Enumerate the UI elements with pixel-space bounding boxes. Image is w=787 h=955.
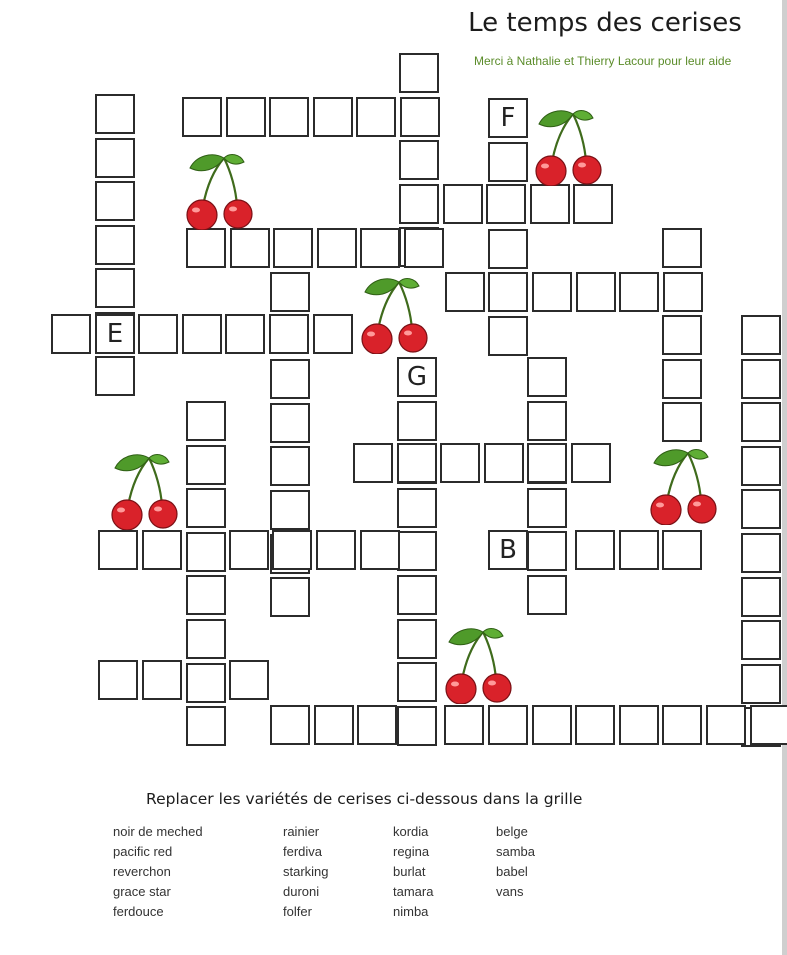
word-column-2 <box>283 822 329 922</box>
grid-cell[interactable] <box>488 142 528 182</box>
grid-cell[interactable] <box>360 530 400 570</box>
grid-cell[interactable] <box>182 97 222 137</box>
grid-cell[interactable] <box>270 403 310 443</box>
grid-cell[interactable] <box>272 530 312 570</box>
word-item: regina <box>393 844 430 859</box>
grid-cell[interactable] <box>270 359 310 399</box>
grid-cell[interactable] <box>741 664 781 704</box>
grid-cell-letter-f[interactable]: F <box>488 98 528 138</box>
grid-cell[interactable] <box>443 184 483 224</box>
grid-cell[interactable] <box>270 272 310 312</box>
grid-cell[interactable] <box>399 140 439 180</box>
grid-cell[interactable] <box>527 488 567 528</box>
grid-cell[interactable] <box>619 705 659 745</box>
grid-cell[interactable] <box>488 705 528 745</box>
word-item: burlat <box>393 864 426 879</box>
grid-cell[interactable] <box>186 401 226 441</box>
grid-cell[interactable] <box>571 443 611 483</box>
grid-cell[interactable] <box>269 314 309 354</box>
grid-cell[interactable] <box>741 533 781 573</box>
grid-cell[interactable] <box>399 184 439 224</box>
grid-cell[interactable] <box>186 663 226 703</box>
credit-line: Merci à Nathalie et Thierry Lacour pour leur aide <box>474 54 732 68</box>
grid-cell[interactable] <box>95 268 135 308</box>
word-item: ferdouce <box>113 904 164 919</box>
grid-cell[interactable] <box>95 356 135 396</box>
grid-cell[interactable] <box>399 53 439 93</box>
grid-cell[interactable] <box>186 488 226 528</box>
grid-cell[interactable] <box>51 314 91 354</box>
grid-cell[interactable] <box>741 315 781 355</box>
grid-cell[interactable] <box>313 314 353 354</box>
word-column-1 <box>113 822 203 922</box>
word-item: vans <box>496 884 524 899</box>
grid-cell[interactable] <box>484 443 524 483</box>
grid-cell[interactable] <box>270 577 310 617</box>
word-item: grace star <box>113 884 171 899</box>
grid-cell[interactable] <box>186 228 226 268</box>
grid-cell[interactable] <box>662 228 702 268</box>
grid-cell-letter-g[interactable]: G <box>397 357 437 397</box>
grid-cell[interactable] <box>527 531 567 571</box>
grid-cell[interactable] <box>445 272 485 312</box>
grid-cell[interactable] <box>313 97 353 137</box>
grid-cell[interactable] <box>662 359 702 399</box>
word-item: nimba <box>393 904 429 919</box>
grid-cell[interactable] <box>488 272 528 312</box>
grid-cell[interactable] <box>662 402 702 442</box>
grid-cell[interactable] <box>142 660 182 700</box>
grid-cell[interactable] <box>229 660 269 700</box>
grid-cell[interactable] <box>270 446 310 486</box>
grid-cell[interactable] <box>619 530 659 570</box>
grid-cell[interactable] <box>273 228 313 268</box>
word-item: ferdiva <box>283 844 323 859</box>
grid-cell[interactable] <box>95 181 135 221</box>
grid-cell[interactable] <box>98 530 138 570</box>
grid-cell[interactable] <box>750 705 787 745</box>
grid-cell[interactable] <box>186 619 226 659</box>
grid-cell[interactable] <box>356 97 396 137</box>
grid-cell[interactable] <box>397 488 437 528</box>
grid-cell[interactable] <box>741 577 781 617</box>
grid-cell[interactable] <box>317 228 357 268</box>
word-item: babel <box>496 864 528 879</box>
grid-cell[interactable] <box>186 445 226 485</box>
grid-cell[interactable] <box>229 530 269 570</box>
grid-cell[interactable] <box>741 402 781 442</box>
grid-cell[interactable] <box>527 401 567 441</box>
grid-cell[interactable] <box>397 401 437 441</box>
page-title: Le temps des cerises <box>468 8 742 38</box>
grid-cell[interactable] <box>527 443 567 483</box>
grid-cell[interactable] <box>527 575 567 615</box>
word-item: tamara <box>393 884 434 899</box>
grid-cell[interactable] <box>404 228 444 268</box>
grid-cell[interactable] <box>95 94 135 134</box>
grid-cell[interactable] <box>532 705 572 745</box>
grid-cell[interactable] <box>357 705 397 745</box>
grid-cell[interactable] <box>488 316 528 356</box>
grid-cell[interactable] <box>576 272 616 312</box>
grid-cell[interactable] <box>662 530 702 570</box>
word-item: noir de meched <box>113 824 203 839</box>
grid-cell-letter-e[interactable]: E <box>95 314 135 354</box>
grid-cell[interactable] <box>532 272 572 312</box>
grid-cell[interactable] <box>662 315 702 355</box>
grid-cell[interactable] <box>662 705 702 745</box>
grid-cell[interactable] <box>741 359 781 399</box>
cherries-illustration <box>359 276 433 354</box>
grid-cell[interactable] <box>619 272 659 312</box>
grid-cell[interactable] <box>397 575 437 615</box>
grid-cell[interactable] <box>741 620 781 660</box>
grid-cell[interactable] <box>400 97 440 137</box>
grid-cell[interactable] <box>353 443 393 483</box>
grid-cell[interactable] <box>527 357 567 397</box>
grid-cell[interactable] <box>138 314 178 354</box>
grid-cell[interactable] <box>360 228 400 268</box>
grid-cell[interactable] <box>530 184 570 224</box>
word-item: starking <box>283 864 329 879</box>
cherries-illustration <box>109 452 183 530</box>
word-item: pacific red <box>113 844 173 859</box>
word-item: duroni <box>283 884 320 899</box>
grid-cell[interactable] <box>186 575 226 615</box>
word-item: samba <box>496 844 536 859</box>
grid-cell[interactable] <box>741 446 781 486</box>
grid-cell[interactable] <box>440 443 480 483</box>
grid-cell[interactable] <box>186 532 226 572</box>
word-item: kordia <box>393 824 429 839</box>
grid-cell[interactable] <box>573 184 613 224</box>
grid-cell[interactable] <box>226 97 266 137</box>
grid-cell[interactable] <box>444 705 484 745</box>
grid-cell[interactable] <box>269 97 309 137</box>
cherries-illustration <box>184 152 258 230</box>
grid-cell[interactable] <box>397 619 437 659</box>
grid-cell[interactable] <box>95 225 135 265</box>
cherries-illustration <box>443 626 517 704</box>
grid-cell[interactable] <box>488 229 528 269</box>
word-item: reverchon <box>113 864 171 879</box>
grid-cell[interactable] <box>186 706 226 746</box>
grid-cell[interactable] <box>397 706 437 746</box>
grid-cell[interactable] <box>741 489 781 529</box>
grid-cell[interactable] <box>575 705 615 745</box>
grid-cell[interactable] <box>706 705 746 745</box>
grid-cell[interactable] <box>314 705 354 745</box>
word-item: rainier <box>283 824 320 839</box>
grid-cell[interactable] <box>142 530 182 570</box>
word-item: belge <box>496 824 528 839</box>
grid-cell[interactable] <box>95 138 135 178</box>
cherries-illustration <box>533 108 607 186</box>
grid-cell-letter-b[interactable]: B <box>488 530 528 570</box>
word-item: folfer <box>283 904 312 919</box>
grid-cell[interactable] <box>270 705 310 745</box>
grid-cell[interactable] <box>663 272 703 312</box>
grid-cell[interactable] <box>397 662 437 702</box>
grid-cell[interactable] <box>182 314 222 354</box>
grid-cell[interactable] <box>270 490 310 530</box>
word-column-4 <box>496 822 535 902</box>
grid-cell[interactable] <box>230 228 270 268</box>
grid-cell[interactable] <box>316 530 356 570</box>
cherries-illustration <box>648 447 722 525</box>
grid-cell[interactable] <box>225 314 265 354</box>
grid-cell[interactable] <box>397 531 437 571</box>
grid-cell[interactable] <box>575 530 615 570</box>
grid-cell[interactable] <box>98 660 138 700</box>
grid-cell[interactable] <box>486 184 526 224</box>
grid-cell[interactable] <box>397 443 437 483</box>
instruction-text: Replacer les variétés de cerises ci-dessous dans la grille <box>146 790 583 808</box>
word-column-3 <box>393 822 433 922</box>
